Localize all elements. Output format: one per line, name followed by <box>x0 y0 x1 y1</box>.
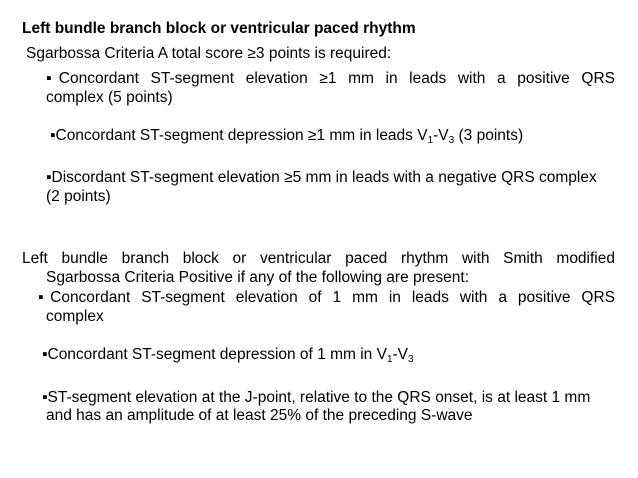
section2-item1-line1: ▪Concordant ST-segment elevation of 1 mm in leads with a positive QRS <box>38 289 615 306</box>
section1-item2-tail: (3 points) <box>454 127 524 144</box>
section2-intro-line1: Left bundle branch block or ventricular paced rhythm with Smith modified <box>22 250 615 267</box>
section2-intro-line2: Sgarbossa Criteria Positive if any of the following are present: <box>46 269 470 286</box>
section1-item2-sub1: 1 <box>427 135 434 146</box>
section2-item2-sub1: 1 <box>386 354 393 365</box>
section2-item2-text: ▪Concordant ST-segment depression of 1 mm in V <box>42 346 387 363</box>
section2-item3-line2: and has an amplitude of at least 25% of the preceding S-wave <box>46 407 473 424</box>
section1-item1-line2: complex (5 points) <box>46 89 173 106</box>
section2-item2-sub2: 3 <box>408 354 414 365</box>
section1-item2-dash: -V <box>433 127 449 144</box>
section2-item2-dash: -V <box>392 346 408 363</box>
section2-item3-line1: ▪ST-segment elevation at the J-point, relative to the QRS onset, is at least 1 mm <box>42 389 591 406</box>
section1-item2-sub2: 3 <box>448 135 455 146</box>
section1-intro: Sgarbossa Criteria A total score ≥3 points is required: <box>26 45 392 62</box>
section1-item3-line2: (2 points) <box>46 188 111 205</box>
section1-item3-line1: ▪Discordant ST-segment elevation ≥5 mm in leads with a negative QRS complex <box>46 169 597 186</box>
section2-item1-line2: complex <box>46 308 104 325</box>
section1-heading: Left bundle branch block or ventricular paced rhythm <box>22 20 416 37</box>
section2-item2 <box>42 346 414 364</box>
section1-item2 <box>50 127 523 145</box>
section1-item2-text: ▪Concordant ST-segment depression ≥1 mm in leads V <box>50 127 428 144</box>
section1-item1-line1: ▪Concordant ST-segment elevation ≥1 mm in leads with a positive QRS <box>46 70 615 87</box>
